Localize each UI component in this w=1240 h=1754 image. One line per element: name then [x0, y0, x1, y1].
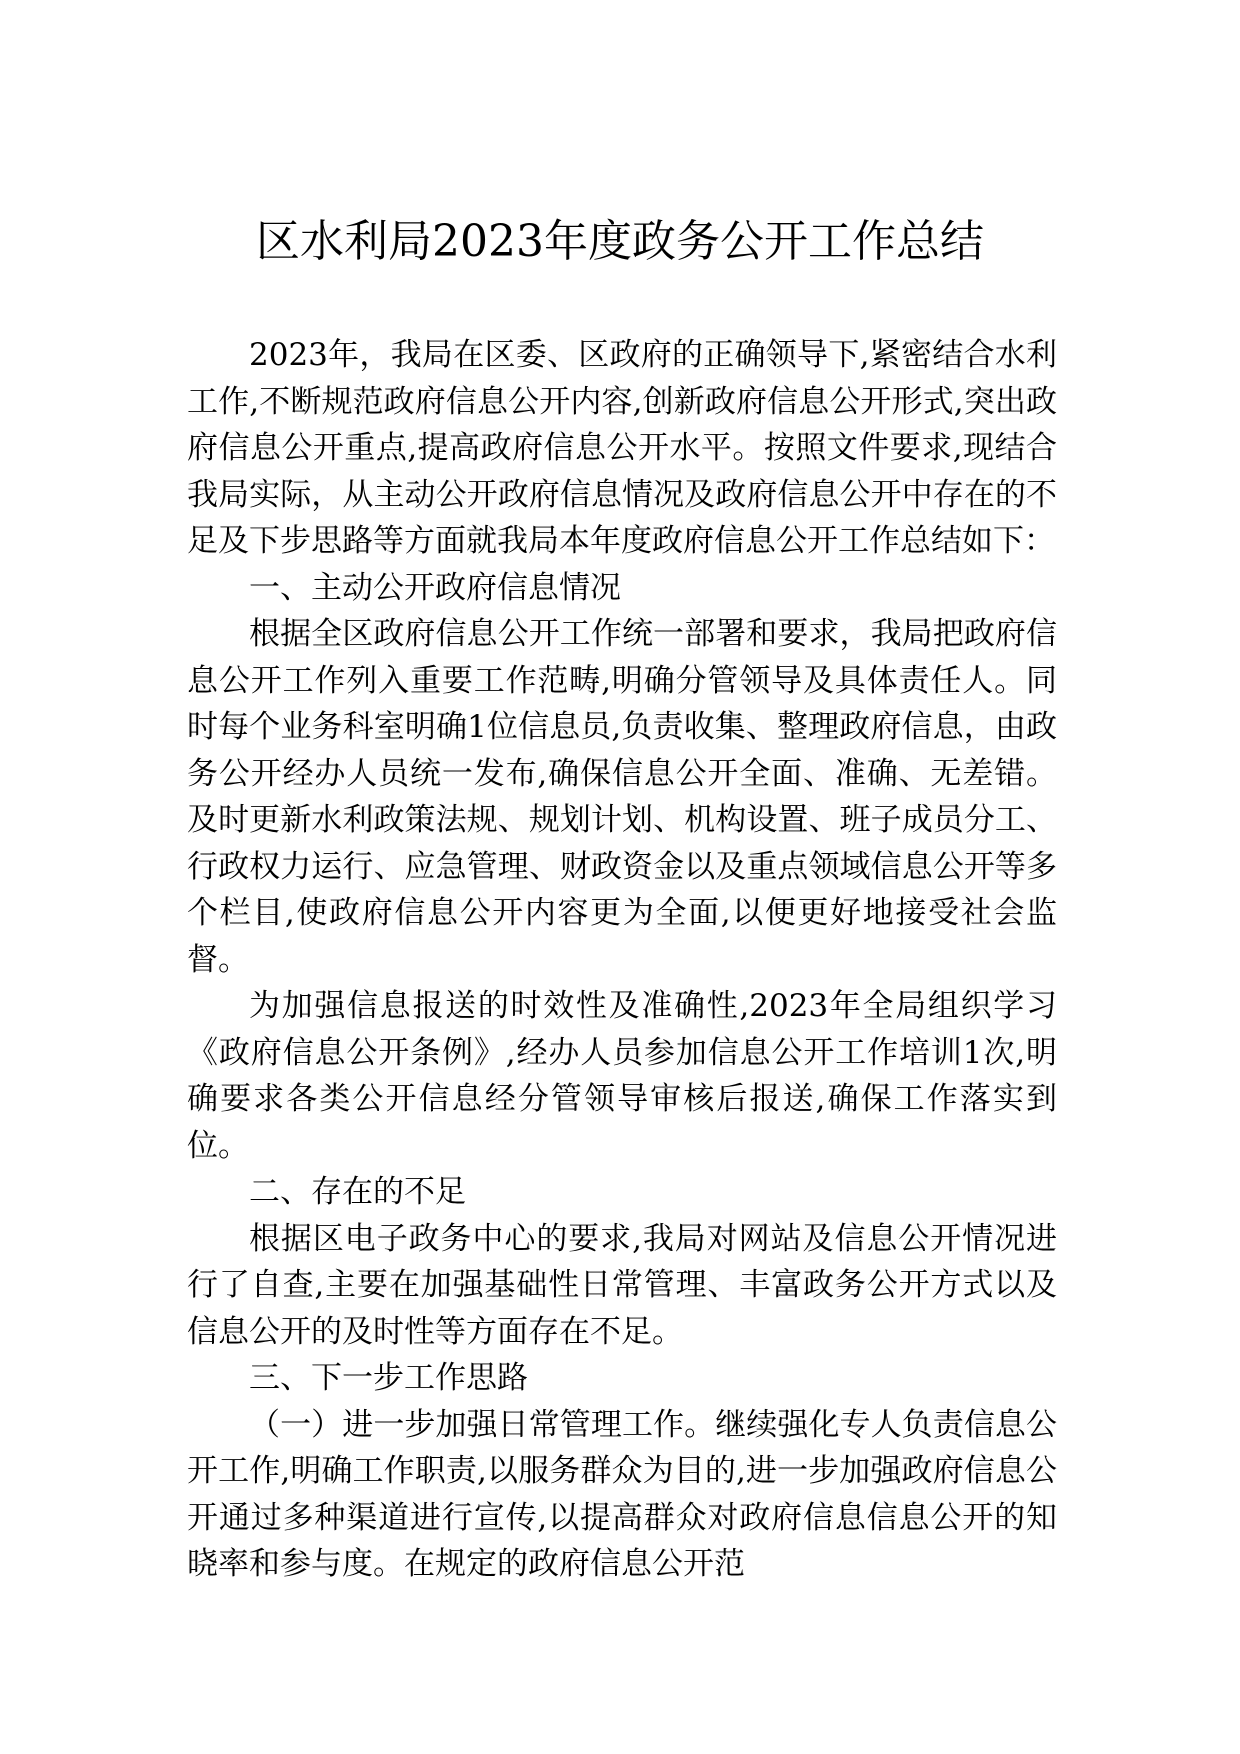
- section-1-paragraph-2: 为加强信息报送的时效性及准确性,2023年全局组织学习《政府信息公开条例》,经办人员参加信息公开工作培训1次,明确要求各类公开信息经分管领导审核后报送,确保工作落实到位。: [187, 988, 1057, 1164]
- intro-paragraph: 2023年，我局在区委、区政府的正确领导下,紧密结合水利工作,不断规范政府信息公开内容,创新政府信息公开形式,突出政府信息公开重点,提高政府信息公开水平。按照文件要求,现结合我局实际，从主动公开政府信息情况及政府信息公开中存在的不足及下步思路等方面就我局本年度政府信息公开工作总结如下：: [187, 337, 1057, 559]
- section-1-paragraph-1: 根据全区政府信息公开工作统一部署和要求，我局把政府信息公开工作列入重要工作范畴,明确分管领导及具体责任人。同时每个业务科室明确1位信息员,负责收集、整理政府信息，由政务公开经办人员统一发布,确保信息公开全面、准确、无差错。及时更新水利政策法规、规划计划、机构设置、班子成员分工、行政权力运行、应急管理、财政资金以及重点领域信息公开等多个栏目,使政府信息公开内容更为全面,以便更好地接受社会监督。: [187, 616, 1057, 978]
- section-3-paragraph-1: （一）进一步加强日常管理工作。继续强化专人负责信息公开工作,明确工作职责,以服务群众为目的,进一步加强政府信息公开通过多种渠道进行宣传,以提高群众对政府信息信息公开的知晓率和参与度。在规定的政府信息公开范: [187, 1406, 1057, 1582]
- section-heading-3: 三、下一步工作思路: [249, 1360, 528, 1396]
- document-body: [187, 332, 1057, 1588]
- document-title: 区水利局2023年度政务公开工作总结: [256, 216, 984, 267]
- section-heading-2: 二、存在的不足: [249, 1174, 466, 1210]
- section-heading-1: 一、主动公开政府信息情况: [249, 569, 621, 606]
- section-2-paragraph-1: 根据区电子政务中心的要求,我局对网站及信息公开情况进行了自查,主要在加强基础性日常管理、丰富政务公开方式以及信息公开的及时性等方面存在不足。: [187, 1220, 1057, 1350]
